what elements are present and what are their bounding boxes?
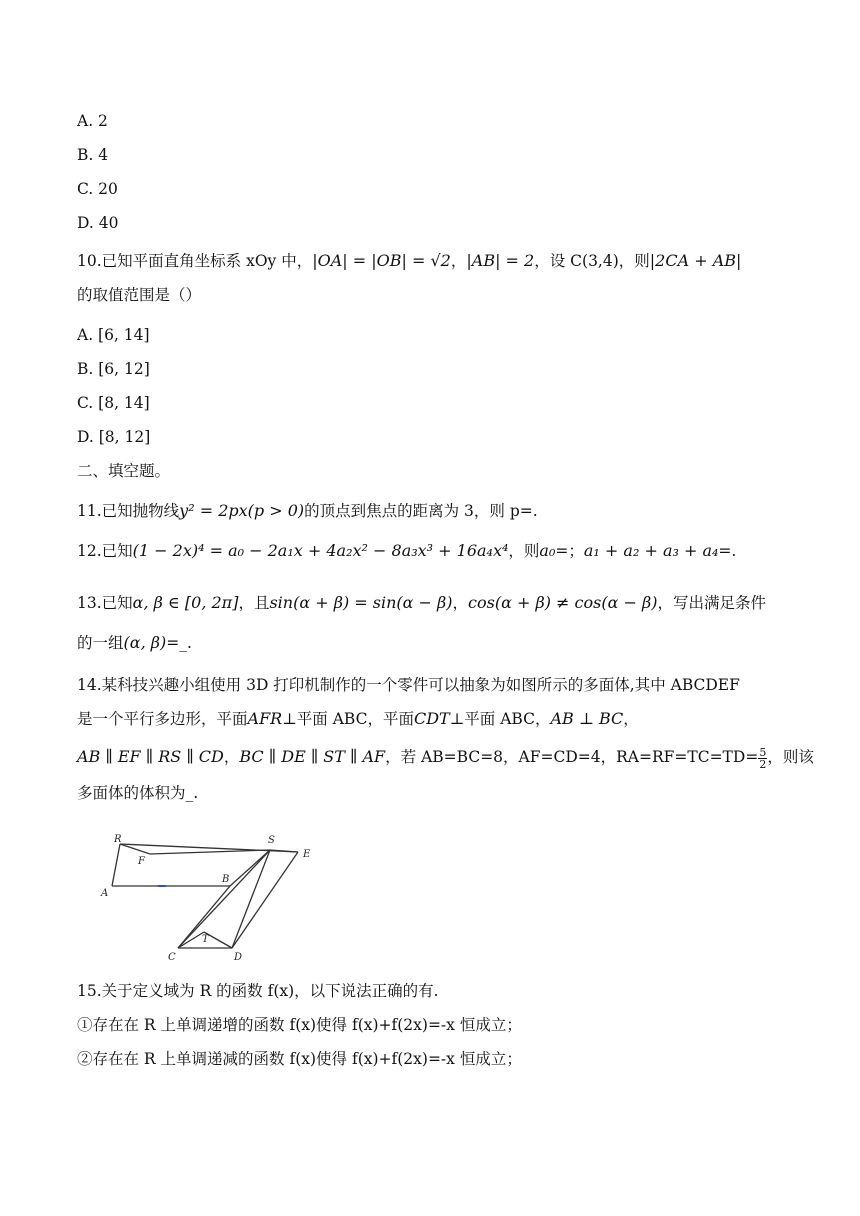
figure-label-e: E	[303, 849, 311, 860]
figure-label-r: R	[114, 834, 122, 845]
q13-suffix: ，写出满足条件	[657, 594, 766, 612]
q15-item2: ②存在在 R 上单调递减的函数 f(x)使得 f(x)+f(2x)=-x 恒成立；	[77, 1050, 522, 1068]
q12-line	[77, 540, 736, 562]
q13-cond1: sin(α + β) = sin(α − β)	[269, 593, 453, 612]
q13-line2	[77, 632, 192, 654]
q14-line3	[77, 746, 814, 770]
q9-option-d: D. 40	[77, 214, 119, 232]
q13-mid: ，且	[238, 594, 270, 612]
q12-formula: (1 − 2x)⁴ = a₀ − 2a₁x + 4a₂x² − 8a₃x³ + 16a₄x⁴	[132, 541, 509, 560]
q14-line3-c: ，则该	[767, 748, 814, 766]
q13-cond2: cos(α + β) ≠ cos(α − β)	[468, 593, 658, 612]
q9-option-b: B. 4	[77, 146, 109, 164]
q14-line4: 多面体的体积为_.	[77, 784, 199, 802]
q10-option-b: B. [6, 12]	[77, 360, 150, 378]
q14-line2	[77, 708, 639, 730]
q12-mid2: =；	[555, 542, 584, 560]
figure-label-a: A	[101, 888, 109, 899]
q14-ab-perp-bc: AB ⊥ BC	[550, 709, 624, 728]
q13-line1	[77, 592, 766, 614]
q14-line2-d: ，	[623, 710, 639, 728]
q14-afr: AFR	[247, 709, 283, 728]
q10-expr: |2CA + AB|	[649, 251, 742, 270]
q14-line3-sep: ，	[223, 748, 240, 766]
q14-parallel-2: BC ∥ DE ∥ ST ∥ AF	[239, 747, 386, 766]
q14-frac-num: 5	[759, 745, 767, 759]
q10-cond1: |OA| = |OB| = √2	[312, 251, 451, 270]
q11-formula: y² = 2px(p > 0)	[179, 501, 305, 520]
q11-suffix: 的顶点到焦点的距离为 3，则 p=.	[304, 502, 538, 520]
q12-sum: a₁ + a₂ + a₃ + a₄	[583, 541, 719, 560]
q14-cdt: CDT	[413, 709, 450, 728]
q14-line2-a: 是一个平行多边形，平面	[77, 710, 248, 728]
figure-label-f: F	[138, 856, 145, 867]
q10-prefix: 10.已知平面直角坐标系 xOy 中，	[77, 252, 313, 270]
q10-line2: 的取值范围是（）	[77, 286, 202, 304]
q12-prefix: 12.已知	[77, 542, 133, 560]
q10-cond2: |AB| = 2	[466, 251, 535, 270]
q13-sep: ，	[452, 594, 469, 612]
q10-option-d: D. [8, 12]	[77, 428, 151, 446]
q10-line1	[77, 250, 741, 272]
q14-line2-c: ⊥平面 ABC，	[449, 710, 551, 728]
q15-item1: ①存在在 R 上单调递增的函数 f(x)使得 f(x)+f(2x)=-x 恒成立；	[77, 1016, 522, 1034]
q9-option-c: C. 20	[77, 180, 118, 198]
q14-line3-b: ，若 AB=BC=8，AF=CD=4，RA=RF=TC=TD=	[385, 748, 759, 766]
q13-range: α, β ∈ [0, 2π]	[132, 593, 239, 612]
figure-label-c: C	[168, 952, 176, 963]
q12-suffix: =.	[718, 542, 737, 560]
q10-option-a: A. [6, 14]	[77, 326, 150, 344]
q14-fraction	[758, 747, 767, 770]
q12-a0: a₀	[539, 541, 556, 560]
q11-line	[77, 500, 538, 522]
q11-prefix: 11.已知抛物线	[77, 502, 180, 520]
q14-frac-den: 2	[759, 757, 767, 771]
q10-sep1: ，	[450, 252, 467, 270]
figure-label-d: D	[234, 952, 243, 963]
figure-label-b: B	[222, 874, 230, 885]
q13-line2-suffix: =_.	[166, 634, 192, 652]
q10-option-c: C. [8, 14]	[77, 394, 150, 412]
q14-line2-b: ⊥平面 ABC，平面	[282, 710, 414, 728]
figure-label-s: S	[268, 835, 275, 846]
q13-line2-prefix: 的一组	[77, 634, 124, 652]
q15-line1: 15.关于定义域为 R 的函数 f(x)，以下说法正确的有.	[77, 982, 439, 1000]
q13-prefix: 13.已知	[77, 594, 133, 612]
polyhedron-figure	[98, 830, 318, 964]
section-title-fill-in: 二、填空题。	[77, 462, 171, 480]
q13-pair: (α, β)	[123, 633, 167, 652]
q14-line1: 14.某科技兴趣小组使用 3D 打印机制作的一个零件可以抽象为如图所示的多面体,其中 ABCDEF	[77, 676, 740, 694]
q10-mid: ，设 C(3,4)，则	[534, 252, 650, 270]
q9-option-a: A. 2	[77, 112, 108, 130]
q14-parallel-1: AB ∥ EF ∥ RS ∥ CD	[77, 747, 224, 766]
figure-label-t: T	[202, 934, 209, 945]
q12-mid: ，则	[508, 542, 540, 560]
